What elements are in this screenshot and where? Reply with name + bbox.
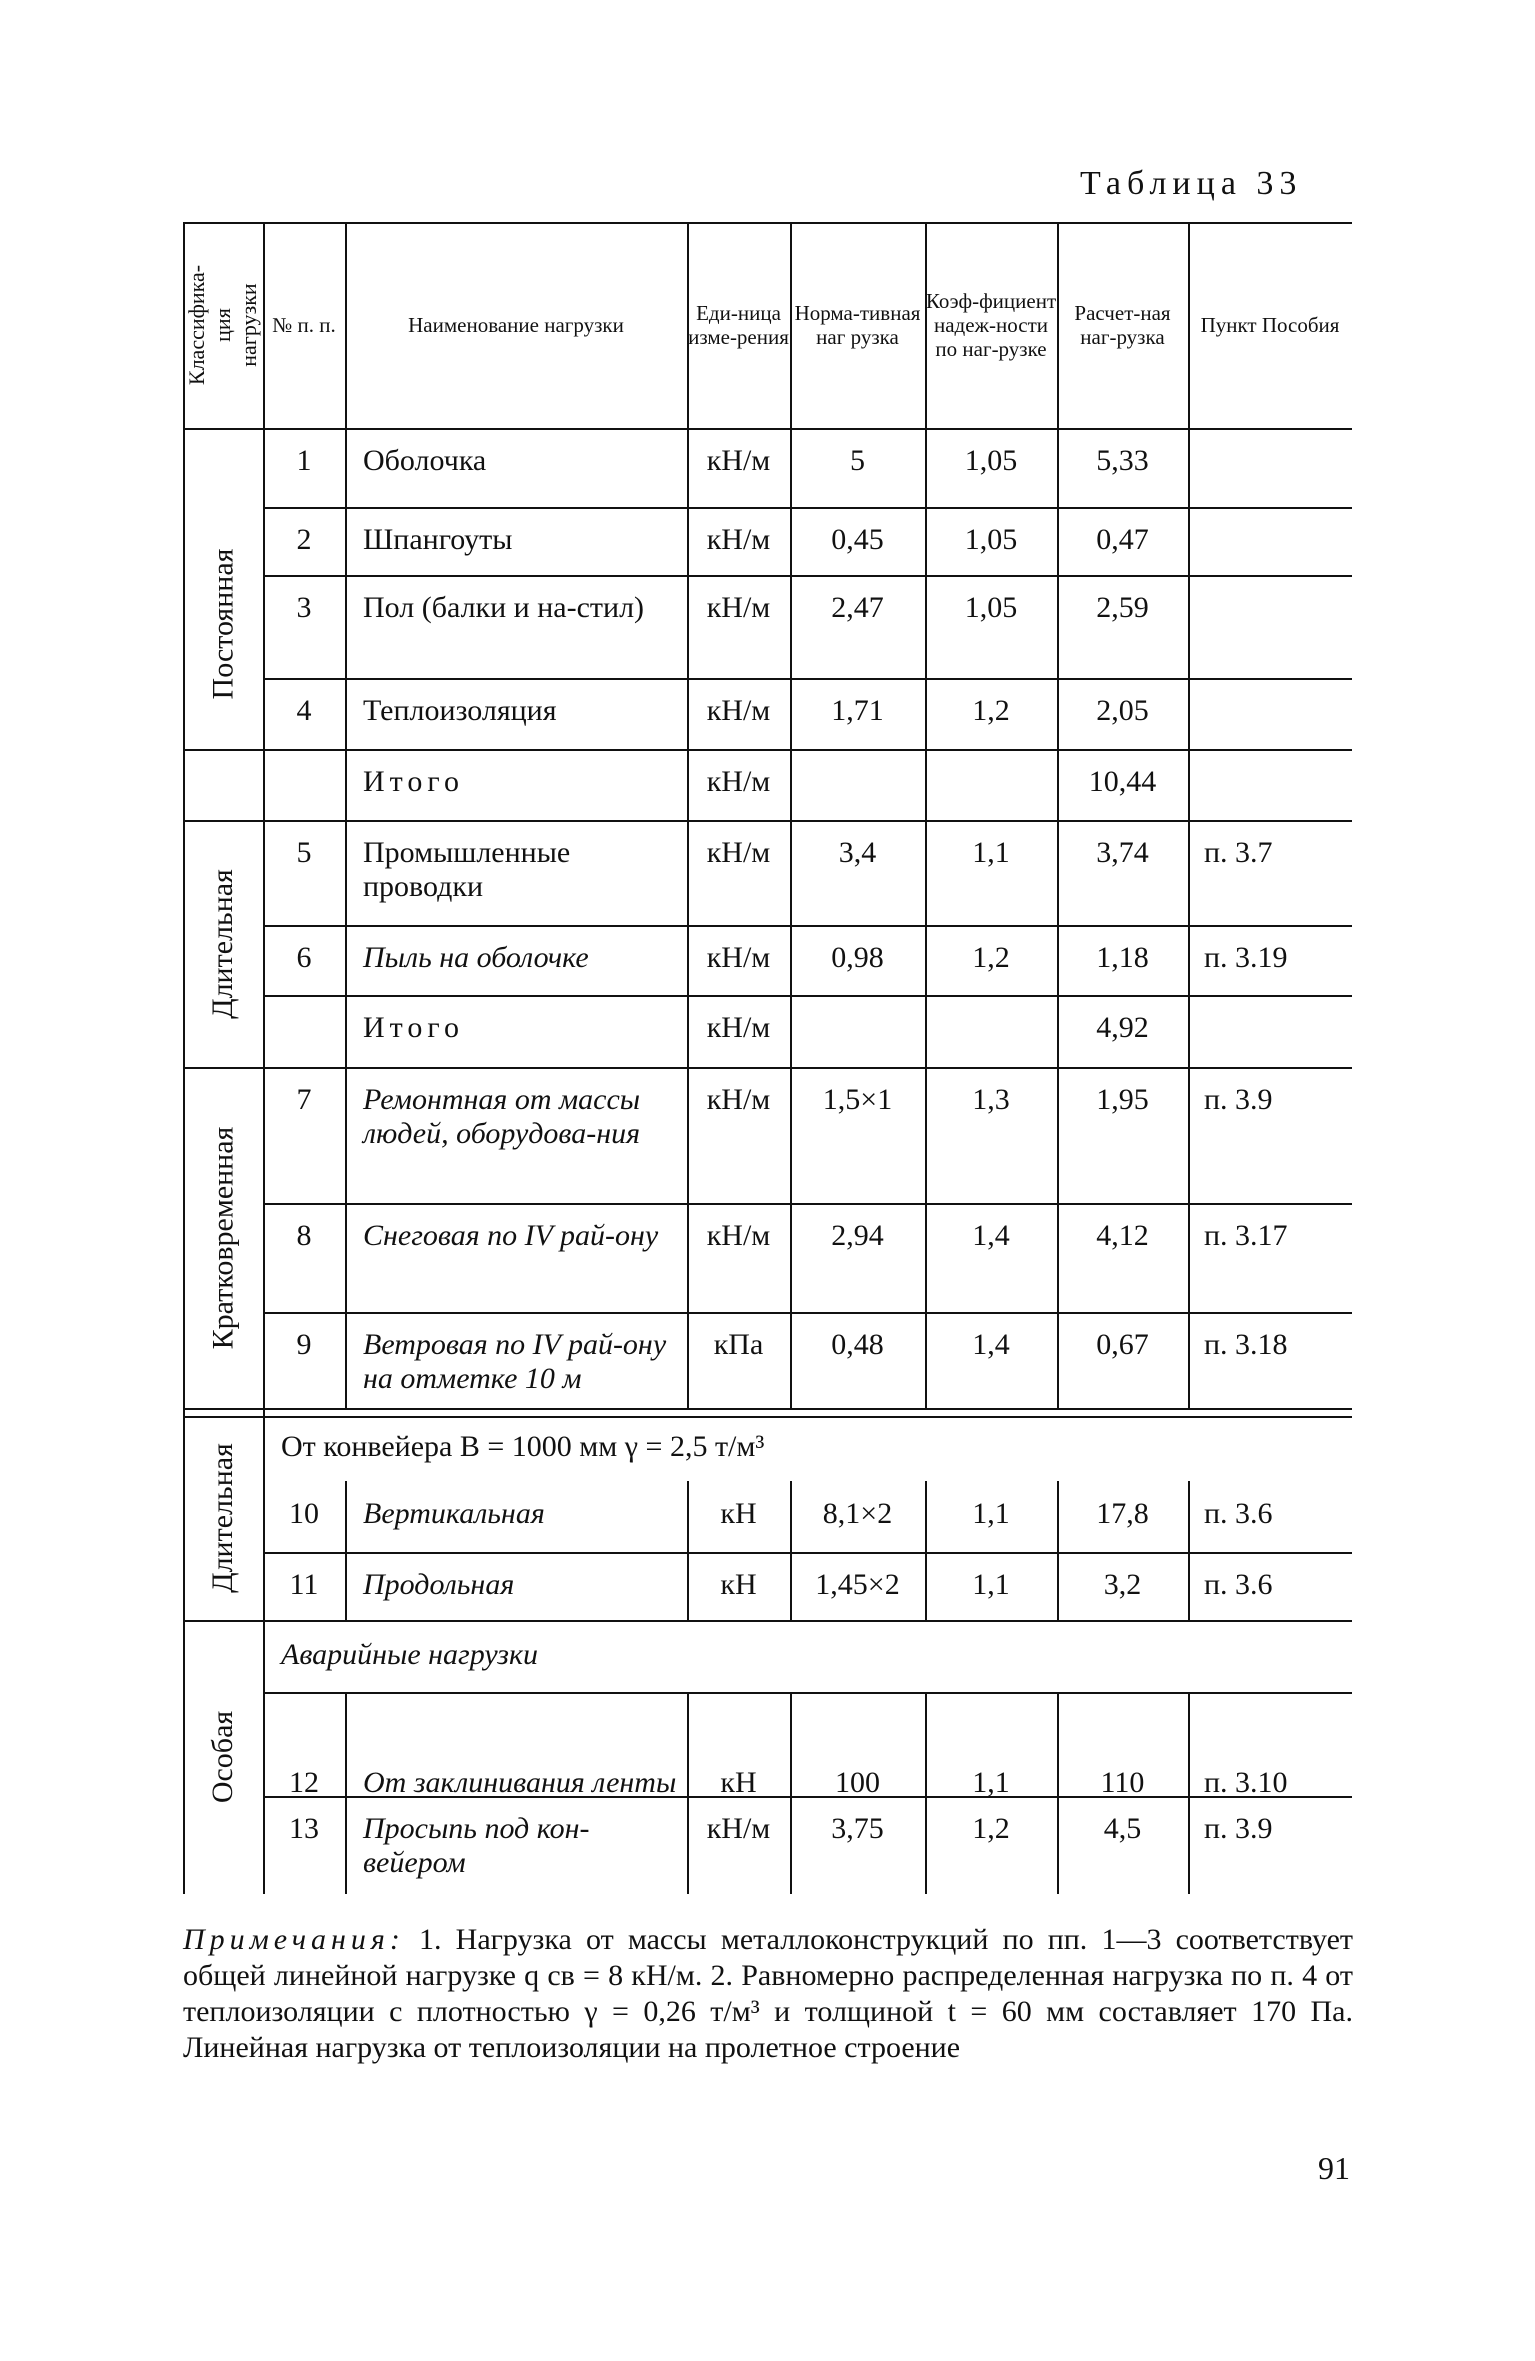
cell-coef: 1,05 (964, 523, 1018, 556)
cell-unit: кН/м (706, 1083, 771, 1116)
cell-name: От заклинивания ленты (363, 1766, 677, 1799)
cell-n: 6 (296, 941, 312, 974)
column-divider (1188, 1692, 1190, 1894)
emergency-span: Аварийные нагрузки (281, 1638, 539, 1671)
group-label-text: Особая (206, 1710, 240, 1804)
table-caption: Таблица 33 (1080, 165, 1303, 202)
group-label-text: Кратковременная (206, 1126, 239, 1349)
table-notes (183, 1922, 1353, 2066)
cell-n: 10 (289, 1497, 319, 1530)
cell-name: Продольная (363, 1568, 515, 1601)
cell-design: 3,2 (1103, 1568, 1142, 1601)
cell-coef: 1,1 (972, 836, 1010, 869)
cell-name: Снеговая по IV рай-ону (363, 1219, 659, 1252)
cell-unit: кН (720, 1497, 757, 1530)
header-unit: Еди-ница изме-рения (688, 301, 789, 349)
cell-norm: 2,94 (831, 1219, 884, 1252)
cell-norm: 2,47 (831, 591, 884, 624)
cell-design: 110 (1100, 1766, 1145, 1799)
cell-unit: кН/м (706, 765, 771, 798)
cell-clause: п. 3.9 (1204, 1812, 1273, 1845)
cell-clause: п. 3.19 (1204, 941, 1288, 974)
cell-design: 4,12 (1096, 1219, 1149, 1252)
cell-norm: 8,1×2 (822, 1497, 893, 1530)
cell-design: 17,8 (1096, 1497, 1149, 1530)
cell-coef: 1,05 (964, 444, 1018, 477)
cell-n: 13 (289, 1812, 319, 1845)
cell-coef: 1,05 (964, 591, 1018, 624)
cell-norm: 0,48 (831, 1328, 884, 1361)
cell-n: 8 (296, 1219, 312, 1252)
rule (183, 1416, 1352, 1418)
rule (183, 428, 1352, 430)
column-divider (1188, 1481, 1190, 1620)
cell-coef: 1,2 (972, 941, 1010, 974)
cell-n: 11 (289, 1568, 319, 1601)
notes-label: Примечания: (183, 1923, 405, 1956)
cell-name: Вертикальная (363, 1497, 545, 1530)
cell-unit: кН/м (706, 523, 771, 556)
cell-design: 0,47 (1096, 523, 1149, 556)
cell-coef: 1,2 (972, 1812, 1010, 1845)
cell-norm: 1,71 (831, 694, 884, 727)
cell-name: Итого (363, 1011, 464, 1044)
cell-norm: 3,75 (831, 1812, 884, 1845)
cell-unit: кН/м (706, 1219, 771, 1252)
cell-norm: 5 (850, 444, 865, 477)
cell-coef: 1,4 (972, 1219, 1010, 1252)
cell-name: Ремонтная от массы людей, оборудова-ния (363, 1083, 641, 1150)
cell-name: Оболочка (363, 444, 487, 477)
cell-norm: 1,5×1 (822, 1083, 893, 1116)
cell-unit: кН/м (706, 694, 771, 727)
header-name: Наименование нагрузки (408, 313, 624, 337)
cell-name: Пол (балки и на-стил) (363, 591, 645, 624)
conveyor-span: От конвейера B = 1000 мм γ = 2,5 т/м³ (281, 1430, 765, 1463)
cell-n: 12 (289, 1766, 319, 1799)
cell-n: 4 (296, 694, 312, 727)
notes-text: 1. Нагрузка от массы металлоконструкций по пп. 1—3 соответствует общей линейной нагрузке q св = 8 кН/м. 2. Равномерно распределенная нагрузка по п. 4 от теплоизоляции с плотностью γ = 0,26 т/м³ и толщиной t = 60 мм составляет 170 Па. Линейная нагрузка от теплоизоляции на пролетное строение (183, 1923, 1353, 2064)
cell-unit: кН/м (706, 591, 771, 624)
cell-coef: 1,2 (972, 694, 1010, 727)
cell-coef: 1,1 (972, 1766, 1010, 1799)
cell-clause: п. 3.17 (1204, 1219, 1288, 1252)
cell-unit: кН/м (706, 1011, 771, 1044)
cell-design: 3,74 (1096, 836, 1149, 869)
cell-design: 4,92 (1096, 1011, 1149, 1044)
header-normative: Норма-тивная наг рузка (794, 301, 921, 349)
cell-n: 1 (296, 444, 312, 477)
rule (183, 820, 1352, 822)
cell-design: 0,67 (1096, 1328, 1149, 1361)
group-label-permanent (183, 428, 263, 820)
header-classification (183, 222, 263, 428)
cell-coef: 1,1 (972, 1497, 1010, 1530)
group-label-long (183, 820, 263, 1067)
cell-name: Промышленные проводки (363, 836, 571, 903)
page-number: 91 (1318, 2150, 1350, 2186)
cell-clause: п. 3.6 (1204, 1497, 1273, 1530)
cell-coef: 1,3 (972, 1083, 1010, 1116)
cell-unit: кН (720, 1568, 757, 1601)
cell-clause: п. 3.10 (1204, 1766, 1288, 1799)
cell-norm: 0,45 (831, 523, 884, 556)
cell-design: 10,44 (1088, 765, 1157, 798)
cell-design: 1,18 (1096, 941, 1149, 974)
cell-n: 3 (296, 591, 312, 624)
column-divider (345, 1692, 347, 1894)
cell-design: 1,95 (1096, 1083, 1149, 1116)
header-design: Расчет-ная наг-рузка (1074, 301, 1171, 349)
cell-clause: п. 3.9 (1204, 1083, 1273, 1116)
cell-design: 4,5 (1103, 1812, 1142, 1845)
cell-n: 2 (296, 523, 312, 556)
cell-n: 9 (296, 1328, 312, 1361)
header-num: № п. п. (272, 313, 336, 337)
cell-norm: 3,4 (838, 836, 877, 869)
cell-n: 7 (296, 1083, 312, 1116)
cell-unit: кН/м (706, 1812, 771, 1845)
cell-unit: кН (720, 1766, 757, 1799)
group-label-special (183, 1620, 263, 1894)
cell-name: Пыль на оболочке (363, 941, 589, 974)
header-classification-text: Классифика-ция нагрузки (184, 264, 262, 386)
cell-norm: 1,45×2 (815, 1568, 900, 1601)
cell-norm: 0,98 (831, 941, 884, 974)
rule (183, 1620, 1352, 1622)
cell-unit: кН/м (706, 836, 771, 869)
cell-design: 2,05 (1096, 694, 1149, 727)
cell-clause: п. 3.7 (1204, 836, 1273, 869)
cell-design: 5,33 (1096, 444, 1149, 477)
column-divider (345, 1481, 347, 1620)
cell-name: Итого (363, 765, 464, 798)
group-label-long2 (183, 1416, 263, 1620)
cell-unit: кН/м (706, 941, 771, 974)
cell-coef: 1,1 (972, 1568, 1010, 1601)
cell-n: 5 (296, 836, 312, 869)
group-label-text: Постоянная (206, 548, 239, 700)
cell-norm: 100 (835, 1766, 880, 1799)
cell-name: Просыпь под кон-вейером (363, 1812, 590, 1879)
rule (183, 1067, 1352, 1069)
cell-name: Теплоизоляция (363, 694, 557, 727)
group-label-short (183, 1067, 263, 1408)
cell-unit: кПа (713, 1328, 764, 1361)
group-label-text: Длительная (206, 1443, 239, 1593)
cell-name: Шпангоуты (363, 523, 513, 556)
group-label-text: Длительная (206, 868, 239, 1019)
cell-coef: 1,4 (972, 1328, 1010, 1361)
cell-name: Ветровая по IV рай-ону на отметке 10 м (363, 1328, 667, 1395)
cell-design: 2,59 (1096, 591, 1149, 624)
rule (183, 749, 1352, 751)
header-coef: Коэф-фициент надеж-ности по наг-рузке (925, 289, 1057, 361)
cell-clause: п. 3.18 (1204, 1328, 1288, 1361)
cell-clause: п. 3.6 (1204, 1568, 1273, 1601)
rule (183, 1408, 1352, 1410)
cell-unit: кН/м (706, 444, 771, 477)
header-clause: Пункт Пособия (1200, 313, 1340, 337)
